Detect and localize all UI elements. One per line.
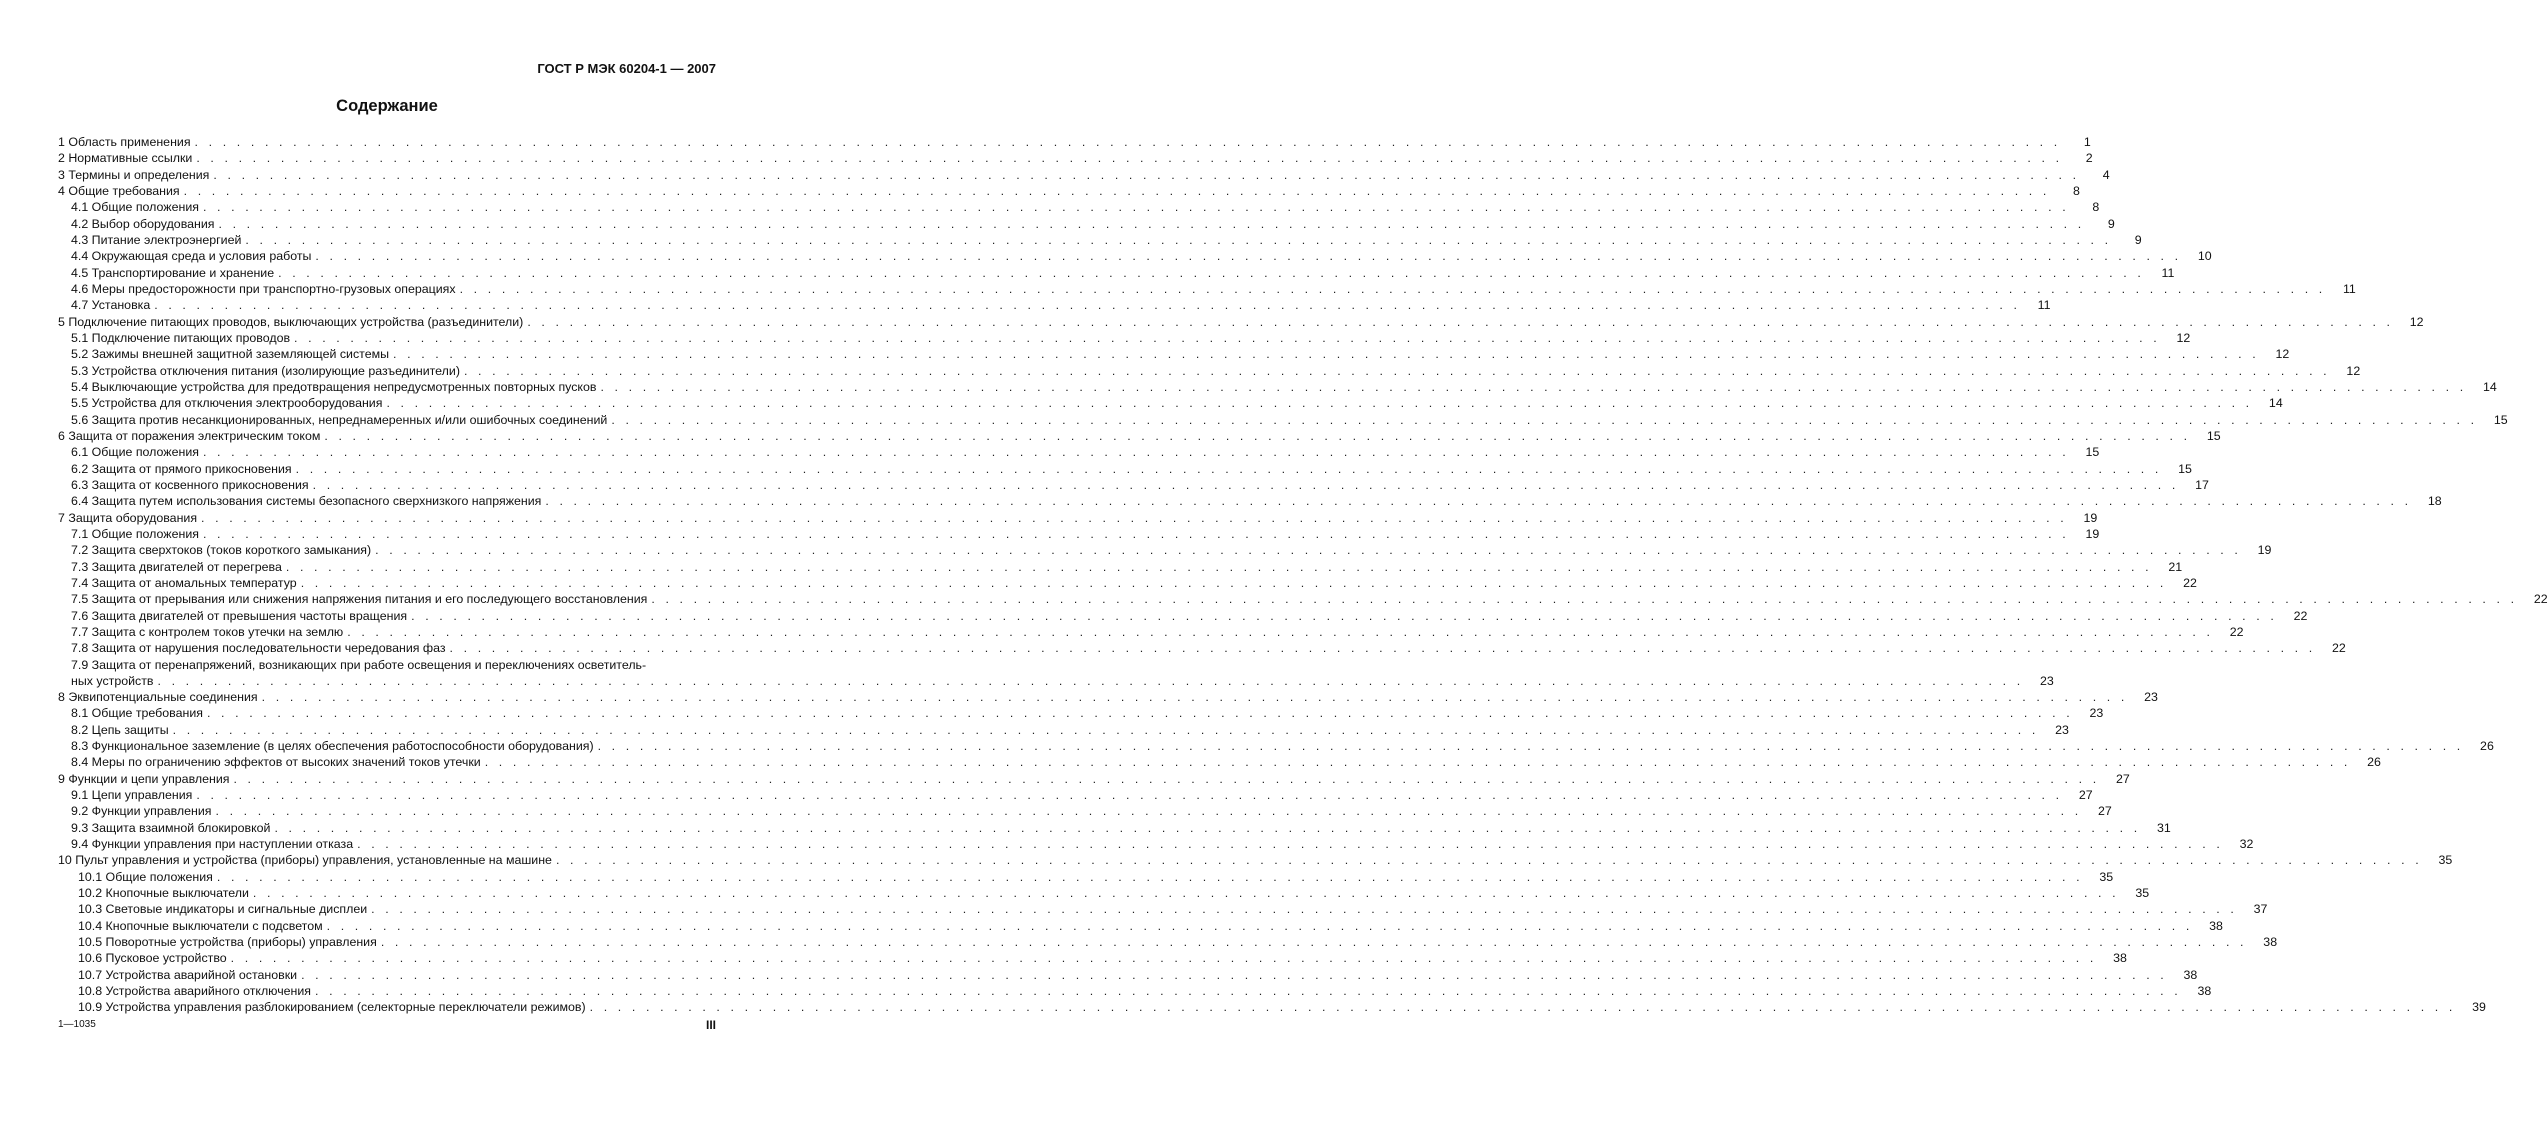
toc-entry-title: 3 Термины и определения bbox=[58, 167, 210, 182]
toc-entry-page: 39 bbox=[2472, 1000, 2486, 1015]
toc-dot-leader bbox=[315, 248, 2181, 264]
toc-dot-leader bbox=[411, 608, 2277, 624]
toc-dot-leader bbox=[590, 999, 2456, 1015]
toc-entry-page: 22 bbox=[2332, 641, 2346, 656]
toc-entry-page: 32 bbox=[2239, 837, 2254, 852]
toc-entry-page: 27 bbox=[2097, 804, 2112, 819]
toc-entry-title: 4.3 Питание электроэнергией bbox=[71, 232, 242, 247]
toc-entry-title: 6.4 Защита путем использования системы безопасного сверхнизкого напряжения bbox=[71, 494, 542, 509]
toc-entry-title: 9.4 Функции управления при наступлении отказа bbox=[71, 837, 354, 852]
toc-entry-title: 10.4 Кнопочные выключатели с подсветом bbox=[78, 918, 323, 933]
toc-entry bbox=[58, 624, 2244, 640]
toc-entry bbox=[58, 363, 2361, 379]
toc-entry-title: 5.1 Подключение питающих проводов bbox=[71, 330, 291, 345]
toc-dot-leader bbox=[203, 444, 2069, 460]
toc-entry bbox=[58, 265, 2175, 281]
toc-entry-page: 38 bbox=[2209, 918, 2223, 933]
toc-dot-leader bbox=[651, 591, 2517, 607]
toc-entry-page: 15 bbox=[2493, 412, 2508, 427]
toc-entry-page: 19 bbox=[2083, 510, 2098, 525]
toc-entry bbox=[58, 297, 2051, 313]
toc-dot-leader bbox=[195, 134, 2061, 150]
toc-entry bbox=[58, 967, 2198, 983]
page-title: Содержание bbox=[336, 97, 438, 115]
toc-entry bbox=[58, 330, 2191, 346]
toc-entry bbox=[58, 640, 2346, 656]
toc-dot-leader bbox=[450, 640, 2316, 656]
toc-entry-title: 7.5 Защита от прерывания или снижения напряжения питания и его последующего восстановления bbox=[71, 592, 648, 607]
toc-dot-leader bbox=[386, 395, 2252, 411]
toc-entry-page: 22 bbox=[2533, 592, 2548, 607]
toc-entry-title: 7.9 Защита от перенапряжений, возникающих при работе освещения и переключениях осветитель- bbox=[71, 657, 647, 672]
toc-dot-leader bbox=[173, 722, 2039, 738]
toc-entry bbox=[58, 836, 2254, 852]
toc-dot-leader bbox=[347, 624, 2213, 640]
toc-dot-leader bbox=[278, 265, 2144, 281]
toc-dot-leader bbox=[598, 738, 2464, 754]
toc-entry-title: 4 Общие требования bbox=[58, 183, 180, 198]
toc-entry bbox=[58, 771, 2130, 787]
toc-entry-title: 5.2 Зажимы внешней защитной заземляющей системы bbox=[71, 347, 390, 362]
toc-dot-leader bbox=[253, 885, 2119, 901]
toc-entry-title: 6 Защита от поражения электрическим током bbox=[58, 428, 321, 443]
toc-entry-title: 10.6 Пусковое устройство bbox=[78, 951, 227, 966]
toc-entry-title: 6.2 Защита от прямого прикосновения bbox=[71, 461, 292, 476]
toc-dot-leader bbox=[357, 836, 2223, 852]
toc-entry-title: 5.5 Устройства для отключения электрооборудования bbox=[71, 396, 383, 411]
toc-entry bbox=[58, 444, 2100, 460]
toc-entry-page: 4 bbox=[2102, 167, 2110, 182]
toc-entry-page: 22 bbox=[2293, 608, 2308, 623]
toc-entry-title: 10.8 Устройства аварийного отключения bbox=[78, 984, 312, 999]
toc-entry-title: 5 Подключение питающих проводов, выключающих устройства (разъединители) bbox=[58, 314, 524, 329]
footer-sheet-code: 1—1035 bbox=[58, 1019, 96, 1030]
toc-entry-title: 9 Функции и цепи управления bbox=[58, 771, 230, 786]
toc-entry-page: 31 bbox=[2156, 820, 2171, 835]
toc-entry bbox=[58, 559, 2183, 575]
toc-entry bbox=[58, 395, 2283, 411]
toc-entry-page: 10 bbox=[2197, 249, 2212, 264]
toc-entry bbox=[58, 314, 2424, 330]
toc-entry bbox=[58, 248, 2212, 264]
toc-entry-title: 4.6 Меры предосторожности при транспортно-грузовых операциях bbox=[71, 281, 456, 296]
toc-entry-page: 23 bbox=[2055, 722, 2069, 737]
toc-dot-leader bbox=[216, 803, 2082, 819]
toc-entry bbox=[58, 673, 2054, 689]
footer-page-number: III bbox=[705, 1018, 716, 1032]
toc-entry-title: 8.1 Общие требования bbox=[71, 706, 203, 721]
toc-entry-title: 9.3 Защита взаимной блокировкой bbox=[71, 820, 271, 835]
toc-entry bbox=[58, 281, 2356, 297]
toc-entry-title: 4.4 Окружающая среда и условия работы bbox=[71, 249, 312, 264]
toc-entry-title: 7 Защита оборудования bbox=[58, 510, 198, 525]
toc-entry bbox=[58, 738, 2494, 754]
toc-dot-leader bbox=[611, 412, 2477, 428]
toc-entry-title: 7.3 Защита двигателей от перегрева bbox=[71, 559, 282, 574]
toc-entry bbox=[58, 934, 2278, 950]
toc-entry bbox=[58, 379, 2497, 395]
toc-entry-page: 21 bbox=[2168, 559, 2183, 574]
toc-entry bbox=[58, 461, 2192, 477]
toc-entry bbox=[58, 705, 2104, 721]
toc-entry bbox=[58, 412, 2508, 428]
toc-dot-leader bbox=[485, 754, 2351, 770]
toc-entry-title: 10 Пульт управления и устройства (приборы) управления, установленные на машине bbox=[58, 853, 552, 868]
toc-dot-leader bbox=[154, 297, 2020, 313]
toc-entry-page: 18 bbox=[2427, 494, 2442, 509]
toc-entry-page: 19 bbox=[2257, 543, 2272, 558]
toc-entry bbox=[58, 983, 2212, 999]
toc-entry-title: 10.9 Устройства управления разблокированием (селекторные переключатели режимов) bbox=[78, 1000, 586, 1015]
toc-entry-page: 11 bbox=[2342, 281, 2356, 296]
toc-entry-page: 23 bbox=[2039, 673, 2054, 688]
toc-entry-title: 9.1 Цепи управления bbox=[71, 788, 193, 803]
toc-dot-leader bbox=[213, 167, 2079, 183]
toc-entry-title: 6.3 Защита от косвенного прикосновения bbox=[71, 477, 309, 492]
toc-entry-title: 10.5 Поворотные устройства (приборы) управления bbox=[78, 935, 377, 950]
toc-entry-title: 10.3 Световые индикаторы и сигнальные дисплеи bbox=[78, 902, 368, 917]
toc-entry bbox=[58, 167, 2110, 183]
toc-entry-title: 7.7 Защита с контролем токов утечки на землю bbox=[71, 624, 344, 639]
toc-dot-leader bbox=[375, 542, 2241, 558]
toc-entry bbox=[58, 901, 2268, 917]
toc-entry-title: ных устройств bbox=[71, 673, 154, 688]
toc-entry bbox=[58, 689, 2158, 705]
toc-entry-page: 26 bbox=[2367, 755, 2381, 770]
toc-entry bbox=[58, 608, 2308, 624]
toc-entry-page: 12 bbox=[2176, 330, 2191, 345]
toc-entry-page: 38 bbox=[2197, 984, 2212, 999]
toc-dot-leader bbox=[196, 150, 2062, 166]
toc-dot-leader bbox=[245, 232, 2111, 248]
toc-entry-page: 37 bbox=[2253, 902, 2268, 917]
toc-entry-page: 15 bbox=[2178, 461, 2192, 476]
toc-entry-page: 35 bbox=[2135, 886, 2150, 901]
toc-entry-page: 11 bbox=[2037, 298, 2051, 313]
toc-entry-page: 38 bbox=[2183, 967, 2198, 982]
toc-entry bbox=[58, 493, 2442, 509]
toc-entry-title: 4.5 Транспортирование и хранение bbox=[71, 265, 275, 280]
toc-entry-page: 27 bbox=[2115, 771, 2130, 786]
toc-entry bbox=[58, 526, 2100, 542]
toc-entry-title: 7.6 Защита двигателей от превышения частоты вращения bbox=[71, 608, 408, 623]
toc-dot-leader bbox=[393, 346, 2259, 362]
toc-entry bbox=[58, 852, 2453, 868]
toc-entry bbox=[58, 477, 2209, 493]
toc-entry bbox=[58, 150, 2093, 166]
toc-entry-page: 12 bbox=[2346, 363, 2361, 378]
toc-dot-leader bbox=[313, 477, 2179, 493]
toc-dot-leader bbox=[286, 559, 2152, 575]
toc-entry bbox=[58, 869, 2114, 885]
toc-entry bbox=[58, 575, 2197, 591]
toc-dot-leader bbox=[556, 852, 2422, 868]
toc-entry bbox=[58, 542, 2272, 558]
toc-dot-leader bbox=[301, 575, 2167, 591]
toc-dot-leader bbox=[294, 330, 2160, 346]
toc-dot-leader bbox=[217, 869, 2083, 885]
toc-dot-leader bbox=[527, 314, 2393, 330]
toc-entry-page: 35 bbox=[2099, 869, 2114, 884]
toc-entry-title: 10.7 Устройства аварийной остановки bbox=[78, 967, 298, 982]
toc-entry-page: 23 bbox=[2144, 690, 2158, 705]
toc-entry bbox=[58, 183, 2080, 199]
table-of-contents bbox=[58, 134, 2548, 1016]
toc-dot-leader bbox=[381, 934, 2247, 950]
toc-entry-title: 4.1 Общие положения bbox=[71, 200, 199, 215]
toc-entry bbox=[58, 950, 2127, 966]
toc-dot-leader bbox=[196, 787, 2062, 803]
toc-entry bbox=[58, 722, 2069, 738]
toc-entry-page: 38 bbox=[2263, 935, 2278, 950]
toc-entry-title: 7.8 Защита от нарушения последовательности чередования фаз bbox=[71, 641, 446, 656]
toc-entry-page: 2 bbox=[2085, 151, 2093, 166]
toc-entry bbox=[58, 754, 2381, 770]
toc-dot-leader bbox=[262, 689, 2128, 705]
toc-dot-leader bbox=[600, 379, 2466, 395]
toc-dot-leader bbox=[371, 901, 2237, 917]
toc-entry bbox=[58, 787, 2093, 803]
toc-entry-page: 19 bbox=[2085, 526, 2100, 541]
toc-entry bbox=[58, 803, 2112, 819]
toc-entry bbox=[58, 232, 2142, 248]
toc-entry-page: 8 bbox=[2092, 200, 2100, 215]
toc-entry-page: 14 bbox=[2482, 379, 2497, 394]
toc-dot-leader bbox=[460, 281, 2326, 297]
toc-dot-leader bbox=[201, 510, 2067, 526]
toc-entry bbox=[58, 820, 2171, 836]
toc-entry-page: 22 bbox=[2229, 624, 2244, 639]
toc-dot-leader bbox=[327, 918, 2193, 934]
toc-entry bbox=[58, 134, 2091, 150]
toc-entry bbox=[58, 999, 2486, 1015]
toc-dot-leader bbox=[464, 363, 2330, 379]
toc-entry-title: 8.3 Функциональное заземление (в целях обеспечения работоспособности оборудования) bbox=[71, 739, 594, 754]
toc-entry bbox=[58, 510, 2098, 526]
toc-entry bbox=[58, 346, 2290, 362]
toc-entry bbox=[58, 885, 2150, 901]
toc-entry-page: 26 bbox=[2480, 739, 2494, 754]
toc-entry-page: 35 bbox=[2438, 853, 2453, 868]
toc-entry-title: 7.2 Защита сверхтоков (токов короткого замыкания) bbox=[71, 543, 372, 558]
toc-dot-leader bbox=[157, 673, 2023, 689]
toc-entry-page: 17 bbox=[2195, 477, 2209, 492]
toc-dot-leader bbox=[296, 461, 2162, 477]
toc-entry-title: 10.1 Общие положения bbox=[78, 869, 213, 884]
toc-dot-leader bbox=[219, 216, 2085, 232]
toc-entry-page: 14 bbox=[2268, 396, 2283, 411]
toc-entry-title: 8 Эквипотенциальные соединения bbox=[58, 690, 258, 705]
toc-dot-leader bbox=[207, 705, 2073, 721]
standard-header: ГОСТ Р МЭК 60204-1 — 2007 bbox=[537, 61, 716, 76]
toc-dot-leader bbox=[203, 199, 2069, 215]
toc-entry bbox=[58, 199, 2100, 215]
toc-entry-page: 9 bbox=[2107, 216, 2115, 231]
toc-entry-title: 8.2 Цепь защиты bbox=[71, 722, 169, 737]
toc-entry-page: 9 bbox=[2134, 232, 2142, 247]
toc-entry-page: 8 bbox=[2073, 183, 2080, 198]
toc-entry-title: 7.1 Общие положения bbox=[71, 526, 199, 541]
toc-entry-title: 2 Нормативные ссылки bbox=[58, 151, 193, 166]
toc-entry-page: 38 bbox=[2113, 951, 2127, 966]
toc-dot-leader bbox=[233, 771, 2099, 787]
toc-entry bbox=[58, 918, 2223, 934]
toc-dot-leader bbox=[324, 428, 2190, 444]
toc-entry-page: 23 bbox=[2089, 706, 2104, 721]
toc-entry bbox=[58, 428, 2221, 444]
toc-entry-page: 22 bbox=[2183, 575, 2197, 590]
toc-dot-leader bbox=[301, 967, 2167, 983]
toc-entry-title: 10.2 Кнопочные выключатели bbox=[78, 886, 249, 901]
toc-entry-page: 12 bbox=[2275, 347, 2290, 362]
toc-entry bbox=[58, 591, 2548, 607]
toc-entry bbox=[58, 216, 2115, 232]
toc-entry-page: 12 bbox=[2409, 314, 2424, 329]
toc-entry-page: 11 bbox=[2161, 265, 2175, 280]
toc-entry-page: 27 bbox=[2078, 788, 2093, 803]
toc-entry-title: 6.1 Общие положения bbox=[71, 445, 199, 460]
toc-entry-page: 15 bbox=[2085, 445, 2100, 460]
toc-dot-leader bbox=[274, 820, 2140, 836]
toc-entry-title: 5.3 Устройства отключения питания (изолирующие разъединители) bbox=[71, 363, 460, 378]
toc-entry-title: 7.4 Защита от аномальных температур bbox=[71, 575, 297, 590]
toc-entry-page: 1 bbox=[2083, 135, 2091, 149]
toc-entry-title: 8.4 Меры по ограничению эффектов от высоких значений токов утечки bbox=[71, 755, 481, 770]
toc-dot-leader bbox=[203, 526, 2069, 542]
toc-entry bbox=[58, 657, 716, 673]
toc-dot-leader bbox=[184, 183, 2050, 199]
toc-entry-title: 5.6 Защита против несанкционированных, непреднамеренных и/или ошибочных соединений bbox=[71, 412, 608, 427]
toc-entry-page: 15 bbox=[2206, 428, 2221, 443]
toc-entry-title: 1 Область применения bbox=[58, 135, 191, 149]
toc-entry-title: 9.2 Функции управления bbox=[71, 804, 212, 819]
toc-entry-title: 4.2 Выбор оборудования bbox=[71, 216, 215, 231]
toc-dot-leader bbox=[545, 493, 2411, 509]
toc-entry-title: 5.4 Выключающие устройства для предотвращения непредусмотренных повторных пусков bbox=[71, 379, 597, 394]
toc-entry-title: 4.7 Установка bbox=[71, 298, 151, 313]
toc-dot-leader bbox=[315, 983, 2181, 999]
toc-dot-leader bbox=[231, 950, 2097, 966]
